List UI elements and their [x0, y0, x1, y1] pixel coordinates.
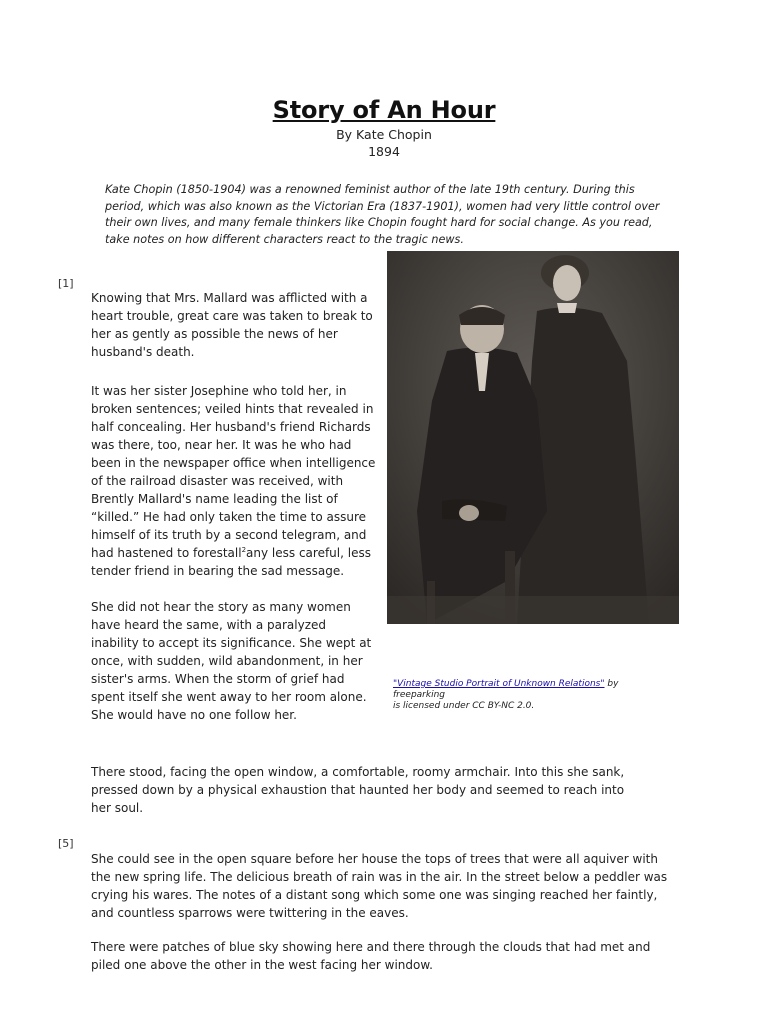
paragraph-number-5: [5]	[58, 837, 74, 850]
caption-attribution: by freeparking	[393, 679, 619, 700]
paragraph-number-1: [1]	[58, 277, 74, 290]
paragraph-5: She could see in the open square before her house the tops of trees that were all aquiver with the new spring life. The delicious breath of rain was in the air. In the street below a peddler was crying his wares. The notes of a distant song which some one was singing reached her faintly, and countless sparrows were twittering in the eaves.	[91, 852, 668, 920]
byline	[0, 126, 768, 160]
paragraph-2-part-b: any less careful, less tender friend in bearing the sad message.	[91, 546, 371, 578]
caption-license: is licensed under CC BY-NC 2.0.	[393, 701, 535, 711]
paragraph-4: There stood, facing the open window, a comfortable, roomy armchair. Into this she sank, pressed down by a physical exhaustion that haunted her body and seemed to reach into her soul.	[91, 765, 625, 815]
paragraph-6: There were patches of blue sky showing here and there through the clouds that had met and piled one above the other in the west facing her window.	[91, 940, 651, 972]
paragraph-2-part-a: It was her sister Josephine who told her, in broken sentences; veiled hints that revealed in half concealing. Her husband's friend Richards was there, too, near her. It was he who had been in the newspaper office when intelligence of the railroad disaster was received, with Brently Mallard's name leading the list of “killed.” He had only taken the time to assure himself of its truth by a second telegram, and had hastened to forestall	[91, 384, 376, 560]
footnote-marker[interactable]: 2	[241, 546, 247, 554]
vintage-portrait-photo	[387, 251, 679, 624]
intro-text: Kate Chopin (1850-1904) was a renowned feminist author of the late 19th century. During this period, which was also known as the Victorian Era (1837-1901), women had very little control over their own lives, and many female thinkers like Chopin fought hard for social change. As you read, take notes on how different characters react to the tragic news.	[105, 183, 660, 246]
photo-caption	[393, 679, 668, 712]
photo-source-link[interactable]: "Vintage Studio Portrait of Unknown Relations"	[393, 679, 605, 689]
paragraph-1: Knowing that Mrs. Mallard was afflicted with a heart trouble, great care was taken to break to her as gently as possible the news of her husband's death.	[91, 291, 373, 359]
portrait-illustration	[387, 251, 679, 624]
page-title: Story of An Hour	[272, 96, 496, 124]
author: By Kate Chopin	[336, 127, 432, 142]
paragraph-2	[91, 382, 376, 580]
paragraph-3: She did not hear the story as many women have heard the same, with a paralyzed inability to accept its significance. She wept at once, with sudden, wild abandonment, in her sister's arms. When the storm of grief had spent itself she went away to her room alone. She would have no one follow her.	[91, 600, 372, 722]
year: 1894	[368, 144, 400, 159]
